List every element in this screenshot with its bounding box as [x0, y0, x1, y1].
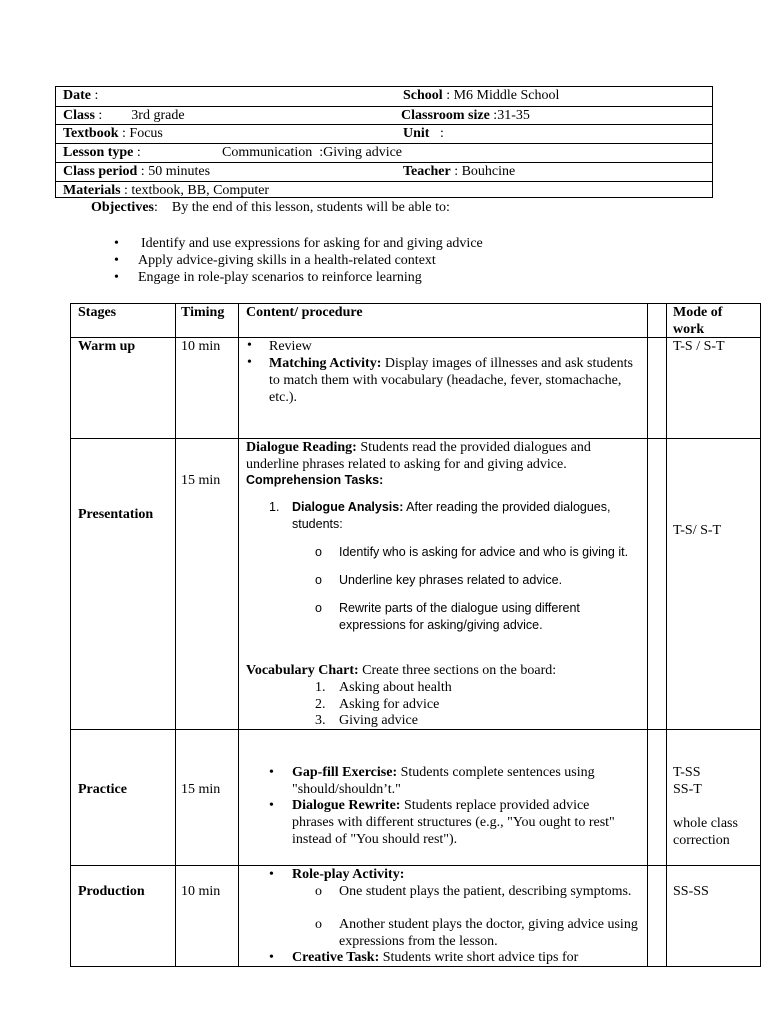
- mode-presentation: T-S/ S-T: [673, 523, 722, 538]
- lesson-info-table: [55, 86, 713, 198]
- vocab-number: 1.: [315, 680, 326, 695]
- gap-fill-exercise: Gap-fill Exercise: Students complete sentences using "should/shouldn’t.": [292, 765, 595, 797]
- school-value: M6 Middle School: [453, 88, 560, 103]
- analysis-subitem: Underline key phrases related to advice.: [339, 573, 563, 587]
- class-period-value: 50 minutes: [148, 163, 211, 179]
- vocab-item: Asking for advice: [339, 697, 440, 712]
- roleplay-subitem: One student plays the patient, describing symptoms.: [339, 884, 632, 899]
- dialogue-analysis: Dialogue Analysis: After reading the provided dialogues, students:: [292, 500, 611, 531]
- lesson-procedure-table: [70, 303, 761, 967]
- vocab-number: 2.: [315, 697, 326, 712]
- analysis-number: 1.: [269, 500, 280, 514]
- mode-warmup: T-S / S-T: [673, 339, 725, 354]
- school-label: School: [403, 88, 443, 103]
- header-stages: Stages: [78, 305, 117, 320]
- roleplay-subitem: Another student plays the doctor, giving advice using expressions from the lesson.: [339, 917, 638, 949]
- bullet-icon: •: [269, 765, 274, 780]
- vocab-item: Asking about health: [339, 680, 452, 695]
- materials-value: textbook, BB, Computer: [131, 182, 270, 198]
- circle-bullet-icon: o: [315, 601, 322, 615]
- textbook-value: Focus: [129, 126, 163, 142]
- timing-warmup: 10 min: [181, 339, 221, 354]
- info-row-materials: Materials : textbook, BB, Computer: [56, 181, 712, 200]
- mode-practice: T-SS SS-T whole class correction: [673, 765, 738, 848]
- textbook-label: Textbook: [63, 126, 119, 142]
- class-value: 3rd grade: [131, 107, 185, 123]
- circle-bullet-icon: o: [315, 917, 322, 932]
- teacher-value: Bouhcine: [461, 163, 516, 179]
- dialogue-rewrite: Dialogue Rewrite: Students replace provided advice phrases with different structures (e.g., "You ought to rest" instead of "You should rest").: [292, 798, 615, 847]
- comprehension-title: Comprehension Tasks:: [246, 473, 384, 487]
- warmup-matching: Matching Activity: Display images of illnesses and ask students to match them with vocabulary (headache, fever, stomachache, etc.).: [269, 356, 633, 405]
- mode-production: SS-SS: [673, 884, 709, 899]
- analysis-subitem: Identify who is asking for advice and who is giving it.: [339, 545, 629, 559]
- stage-practice: Practice: [78, 782, 127, 797]
- info-row-class: Class : 3rd grade Classroom size :31-35: [56, 106, 712, 125]
- date-label: Date: [63, 88, 91, 103]
- info-row-date-school: Date : School : M6 Middle School: [63, 88, 560, 103]
- objectives-label: Objectives: [91, 200, 154, 215]
- objectives-line: Objectives: By the end of this lesson, students will be able to:: [91, 200, 450, 215]
- creative-task: Creative Task: Students write short advice tips for: [292, 950, 579, 965]
- stage-presentation: Presentation: [78, 507, 154, 522]
- dialogue-reading: Dialogue Reading: Students read the provided dialogues and underline phrases related to asking for and giving advice.: [246, 440, 591, 472]
- analysis-subitem: Rewrite parts of the dialogue using different expressions for asking/giving advice.: [339, 601, 580, 632]
- bullet-icon: •: [269, 950, 274, 965]
- materials-label: Materials: [63, 182, 121, 198]
- vocabulary-chart: Vocabulary Chart: Create three sections on the board:: [246, 663, 557, 678]
- header-content: Content/ procedure: [246, 305, 363, 320]
- class-label: Class: [63, 107, 95, 123]
- teacher-label: Teacher: [403, 163, 451, 179]
- classroom-size-value: 31-35: [497, 107, 530, 123]
- stage-warmup: Warm up: [78, 339, 136, 354]
- circle-bullet-icon: o: [315, 573, 322, 587]
- classroom-size-label: Classroom size: [401, 107, 490, 123]
- timing-presentation: 15 min: [181, 473, 221, 488]
- info-row-lesson-type: Lesson type : Communication :Giving advice: [56, 143, 712, 162]
- lesson-type-value: Communication :Giving advice: [222, 145, 403, 161]
- vocab-number: 3.: [315, 713, 326, 728]
- info-row-textbook: Textbook : Focus Unit :: [56, 124, 712, 143]
- header-mode: Mode of work: [673, 305, 723, 337]
- bullet-icon: •: [269, 798, 274, 813]
- objectives-intro: By the end of this lesson, students will be able to:: [171, 200, 450, 215]
- circle-bullet-icon: o: [315, 884, 322, 899]
- lesson-type-label: Lesson type: [63, 145, 134, 161]
- header-timing: Timing: [181, 305, 225, 320]
- circle-bullet-icon: o: [315, 545, 322, 559]
- roleplay-activity: Role-play Activity:: [292, 867, 405, 882]
- info-row-class-period: Class period : 50 minutes Teacher : Bouhcine: [56, 162, 712, 181]
- vocab-item: Giving advice: [339, 713, 418, 728]
- bullet-icon: •: [247, 338, 252, 353]
- bullet-icon: •: [247, 355, 252, 370]
- warmup-review: Review: [269, 339, 312, 354]
- class-period-label: Class period: [63, 163, 138, 179]
- bullet-icon: •: [269, 867, 274, 882]
- timing-production: 10 min: [181, 884, 221, 899]
- stage-production: Production: [78, 884, 145, 899]
- unit-label: Unit: [403, 126, 430, 142]
- timing-practice: 15 min: [181, 782, 221, 797]
